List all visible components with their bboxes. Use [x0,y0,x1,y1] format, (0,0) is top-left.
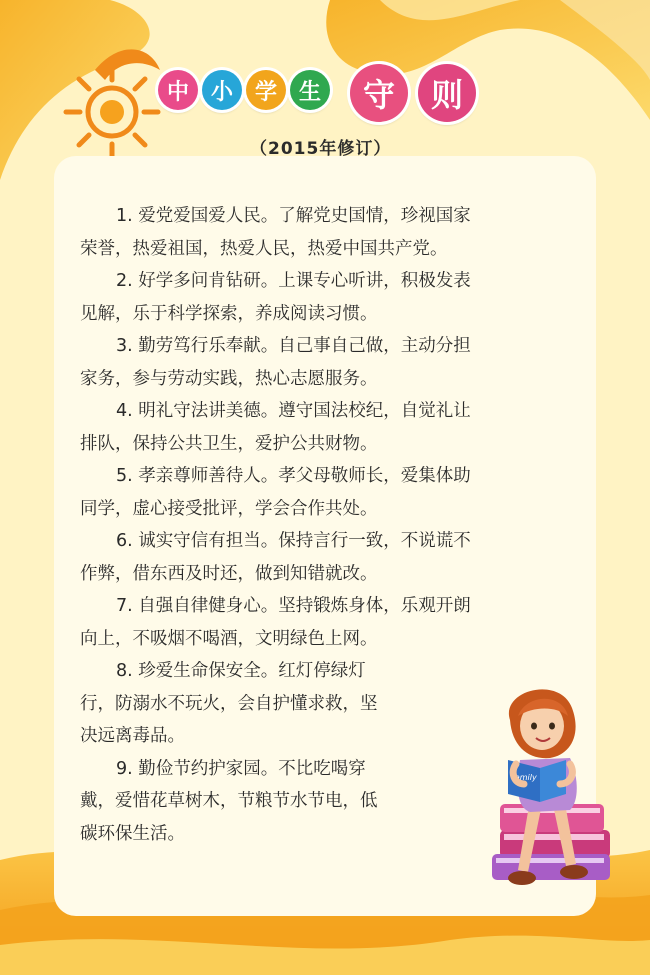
rule-line: 家务，参与劳动实践，热心志愿服务。 [80,368,378,389]
rule-line: 行，防溺水不玩火，会自护懂求救，坚 [80,693,378,714]
rule-line: 决远离毒品。 [80,726,185,746]
rule-line: 7. 自强自律健身心。坚持锻炼身体，乐观开朗 [116,596,471,616]
rule-line: 6. 诚实守信有担当。保持言行一致，不说谎不 [116,531,471,551]
rule-item [80,200,600,265]
rule-item [80,590,600,655]
rule-item [80,330,600,395]
title-char: 学 [246,70,286,110]
rule-line: 见解，乐于科学探索，养成阅读习惯。 [80,303,378,324]
girl-reading-illustration [470,680,630,905]
rule-line: 4. 明礼守法讲美德。遵守国法校纪，自觉礼让 [116,401,471,421]
rule-line: 5. 孝亲尊师善待人。孝父母敬师长，爱集体助 [116,466,471,486]
rule-line: 碳环保生活。 [80,823,185,844]
rule-line: 同学，虚心接受批评，学会合作共处。 [80,498,378,519]
rule-line: 向上，不吸烟不喝酒，文明绿色上网。 [80,628,378,649]
page-title [140,64,520,134]
rule-line: 1. 爱党爱国爱人民。了解党史国情，珍视国家 [116,206,471,226]
subtitle: （2015年修订） [250,139,392,159]
rule-item [80,525,600,590]
rule-line: 作弊，借东西及时还，做到知错就改。 [80,563,378,584]
title-char: 小 [202,70,242,110]
book-stack-icon [492,804,610,880]
rule-line: 排队，保持公共卫生，爱护公共财物。 [80,433,378,454]
rule-item [80,265,600,330]
rule-line: 3. 勤劳笃行乐奉献。自己事自己做，主动分担 [116,336,471,356]
book-cover-text: family [512,773,537,782]
rule-item [80,460,600,525]
title-char: 中 [158,70,198,110]
rule-line: 2. 好学多问肯钻研。上课专心听讲，积极发表 [116,271,471,291]
rule-line: 9. 勤俭节约护家园。不比吃喝穿 [116,758,366,779]
rule-line: 8. 珍爱生命保安全。红灯停绿灯 [116,661,366,681]
rule-item [80,395,600,460]
title-char: 守 [350,64,408,122]
rule-line: 荣誉，热爱祖国，热爱人民，热爱中国共产党。 [80,238,448,259]
title-char: 生 [290,70,330,110]
title-char: 则 [418,64,476,122]
rule-line: 戴，爱惜花草树木，节粮节水节电，低 [80,791,378,811]
